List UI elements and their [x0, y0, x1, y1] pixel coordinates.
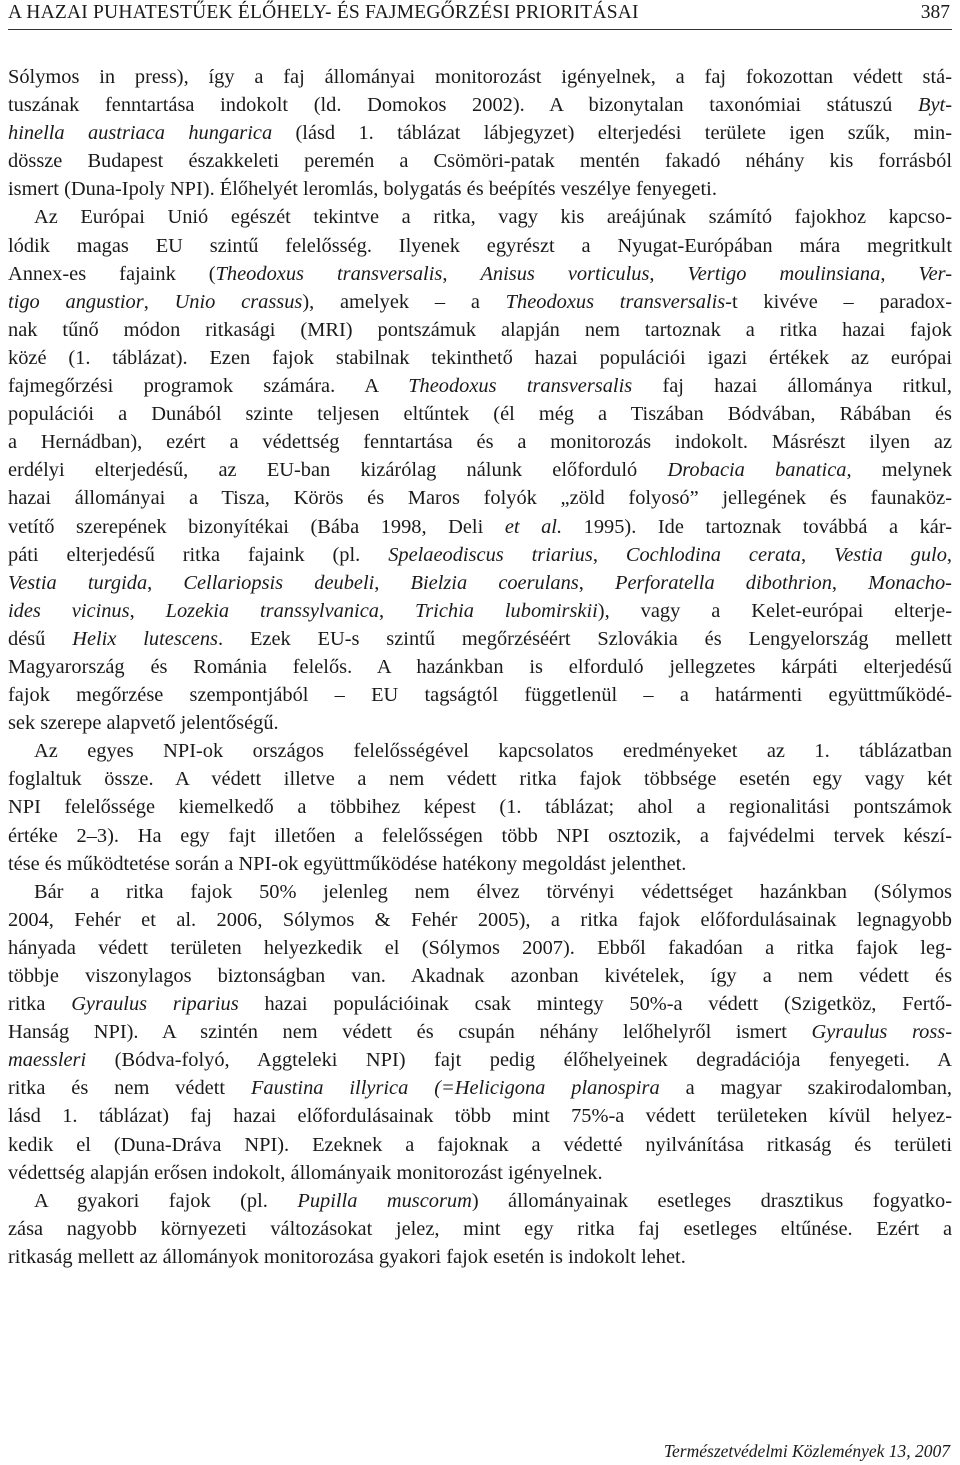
text-line: közé (1. táblázat). Ezen fajok stabilnak tekinthető hazai populációi igazi értékek az európai — [8, 346, 952, 369]
text-line: kedik el (Duna-Dráva NPI). Ezeknek a fajoknak a védetté nyilvánítása ritkaság és területi — [8, 1133, 952, 1156]
text-line: Az Európai Unió egészét tekintve a ritka, vagy kis areájúnak számító fajokhoz kapcso- — [34, 206, 952, 229]
text-line: A gyakori fajok (pl. Pupilla muscorum) állományainak esetleges drasztikus fogyatko- — [34, 1189, 952, 1212]
page-number: 387 — [920, 2, 950, 23]
text-line: páti elterjedésű ritka fajaink (pl. Spelaeodiscus triarius, Cochlodina cerata, Vestia gulo, — [8, 543, 952, 566]
text-line: Az egyes NPI-ok országos felelősségével kapcsolatos eredményeket az 1. táblázatban — [34, 740, 952, 763]
text-line: értéke 2–3). Ha egy fajt illetően a felelősségen több NPI osztozik, a fajvédelmi tervek készí- — [8, 824, 952, 847]
text-line: lódik magas EU szintű felelősség. Ilyenek egyrészt a Nyugat-Európában mára megritkult — [8, 234, 952, 257]
text-line: tése és működtetése során a NPI-ok együttműködése hatékony megoldást jelenthet. — [8, 852, 687, 875]
text-line: populációi a Dunából szinte teljesen eltűntek (él még a Tiszában Bódvában, Rábában és — [8, 403, 952, 426]
text-line: többje viszonylagos biztonságban van. Akadnak azonban kivételek, így a nem védett és — [8, 965, 952, 987]
text-line: hazai állományai a Tisza, Körös és Maros folyók „zöld folyosó” jellegének és faunaköz- — [8, 487, 952, 510]
text-line: Vestia turgida, Cellariopsis deubeli, Bielzia coerulans, Perforatella dibothrion, Monacho- — [8, 571, 952, 594]
text-line: erdélyi elterjedésű, az EU-ban kizárólag nálunk előforduló Drobacia banatica, melynek — [8, 459, 952, 482]
text-line: vetítő szerepének bizonyítékai (Bába 1998, Deli et al. 1995). Ide tartoznak továbbá a kár- — [8, 515, 952, 538]
text-line: Annex-es fajaink (Theodoxus transversalis, Anisus vorticulus, Vertigo moulinsiana, Ver- — [8, 262, 952, 285]
text-line: Bár a ritka fajok 50% jelenleg nem élvez törvényi védettséget hazánkban (Sólymos — [34, 880, 952, 903]
text-line: ritkaság mellett az állományok monitorozása gyakori fajok esetén is indokolt lehet. — [8, 1245, 686, 1268]
paragraph-2 — [8, 203, 952, 737]
paragraph-3 — [8, 737, 952, 877]
text-line: fajok megőrzése szempontjából – EU tagságtól függetlenül – a határmenti együttműködé- — [8, 684, 952, 707]
text-line: fajmegőrzési programok számára. A Theodoxus transversalis faj hazai állománya ritkul, — [8, 375, 952, 398]
text-line: hányada védett területen helyezkedik el (Sólymos 2007). Ebből fakadóan a ritka fajok leg- — [8, 936, 952, 959]
header-rule — [8, 29, 952, 30]
text-line: Sólymos in press), így a faj állományai monitorozást igényelnek, a faj fokozottan védett stá- — [8, 66, 952, 88]
text-line: maessleri (Bódva-folyó, Aggteleki NPI) fajt pedig élőhelyeinek degradációja fenyegeti. A — [8, 1049, 952, 1072]
text-line: ismert (Duna-Ipoly NPI). Élőhelyét leromlás, bolygatás és beépítés veszélye fenyegeti. — [8, 178, 717, 201]
text-line: hinella austriaca hungarica (lásd 1. táblázat lábjegyzet) elterjedési területe igen szűk, min- — [8, 122, 952, 145]
text-line: tigo angustior, Unio crassus), amelyek – a Theodoxus transversalis-t kivéve – paradox- — [8, 290, 952, 313]
text-line: foglaltuk össze. A védett illetve a nem védett ritka fajok többsége esetén egy vagy két — [8, 768, 952, 791]
text-line: sek szerepe alapvető jelentőségű. — [8, 712, 279, 735]
running-head-title: A HAZAI PUHATESTŰEK ÉLŐHELY- ÉS FAJMEGŐRZÉSI PRIORITÁSAI — [8, 2, 639, 23]
text-line: ides vicinus, Lozekia transsylvanica, Trichia lubomirskii), vagy a Kelet-európai elterje- — [8, 599, 952, 622]
journal-footer: Természetvédelmi Közlemények 13, 2007 — [663, 1441, 950, 1461]
text-line: Hanság NPI). A szintén nem védett és csupán néhány lelőhelyről ismert Gyraulus ross- — [8, 1021, 952, 1044]
text-line: nak tűnő módon ritkasági (MRI) pontszámuk alapján nem tartoznak a ritka hazai fajok — [8, 318, 952, 341]
text-line: védettség alapján erősen indokolt, állományaik monitorozást igényelnek. — [8, 1161, 603, 1184]
text-line: ritka és nem védett Faustina illyrica (=Helicigona planospira a magyar szakirodalomban, — [8, 1077, 952, 1100]
paragraph-1 — [8, 63, 952, 203]
text-line: ritka Gyraulus riparius hazai populációinak csak mintegy 50%-a védett (Szigetköz, Fertő- — [8, 993, 952, 1016]
text-line: lásd 1. táblázat) faj hazai előfordulásainak több mint 75%-a védett területeken kívül helyez- — [8, 1105, 952, 1128]
body-text — [8, 63, 952, 1271]
text-line: zása nagyobb környezeti változásokat jelez, mint egy ritka faj esetleges eltűnése. Ezért a — [8, 1217, 952, 1240]
text-line: NPI felelőssége kiemelkedő a többihez képest (1. táblázat; ahol a regionalitási pontszámok — [8, 796, 952, 819]
running-header — [8, 0, 952, 30]
text-line: a Hernádban), ezért a védettség fenntartása és a monitorozás indokolt. Másrészt ilyen az — [8, 431, 952, 454]
text-line: Magyarország és Románia felelős. A hazánkban is elforduló jellegzetes kárpáti elterjedésű — [8, 655, 952, 678]
paragraph-4 — [8, 878, 952, 1187]
text-line: 2004, Fehér et al. 2006, Sólymos & Fehér 2005), a ritka fajok előfordulásainak legnagyobb — [8, 908, 952, 931]
text-line: désű Helix lutescens. Ezek EU-s szintű megőrzéséért Szlovákia és Lengyelország mellett — [8, 627, 952, 650]
paragraph-5 — [8, 1187, 952, 1271]
text-line: dössze Budapest északkeleti peremén a Csömöri-patak mentén fakadó néhány kis forrásból — [8, 150, 952, 173]
text-line: tuszának fenntartása indokolt (ld. Domokos 2002). A bizonytalan taxonómiai státuszú Byt- — [8, 94, 952, 117]
